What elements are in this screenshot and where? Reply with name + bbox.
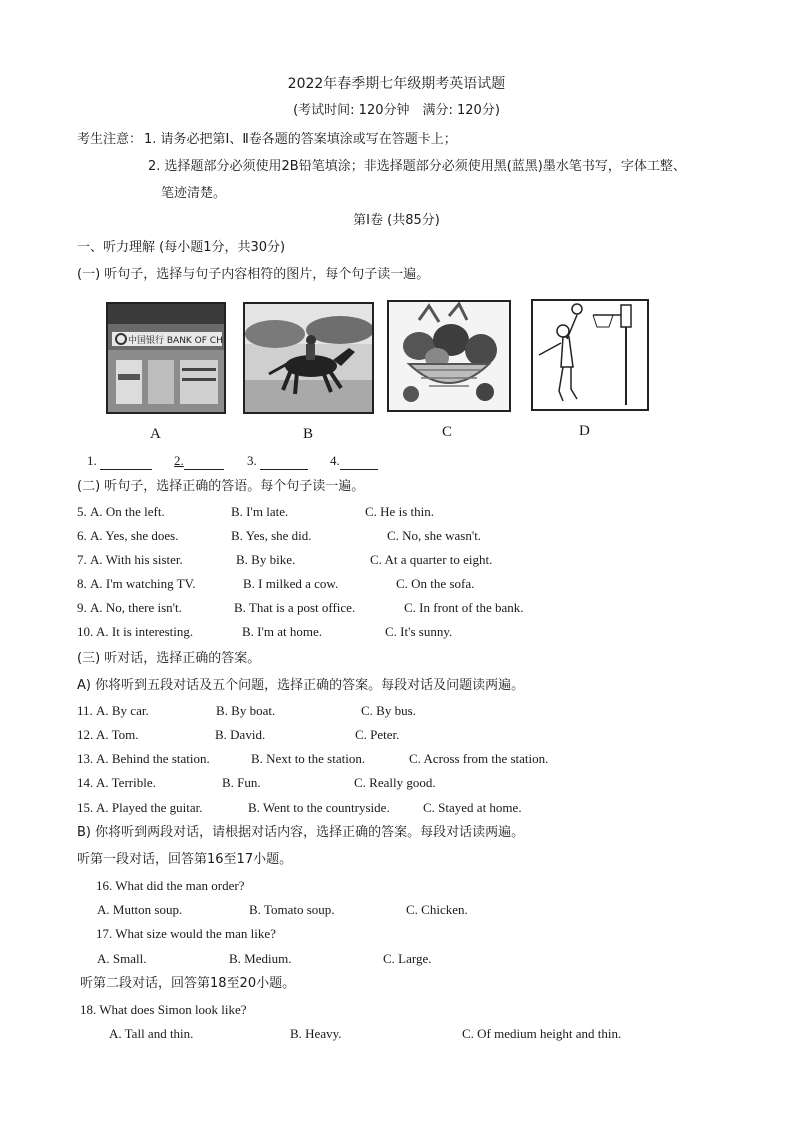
question-number: 14. <box>77 775 94 790</box>
picture-b-horse <box>243 302 374 414</box>
option-a[interactable]: A. It is interesting. <box>96 624 194 639</box>
picture-d-basketball <box>531 299 649 411</box>
option-b[interactable]: B. Heavy. <box>290 1026 342 1041</box>
option-b[interactable]: B. Went to the countryside. <box>248 800 390 815</box>
option-b[interactable]: B. That is a post office. <box>234 600 356 615</box>
option-a[interactable]: A. Mutton soup. <box>97 902 183 917</box>
question-number: 11. <box>77 703 93 718</box>
option-a[interactable]: A. With his sister. <box>90 552 183 567</box>
part2-title: (二) 听句子，选择正确的答语。每个句子读一遍。 <box>77 479 365 494</box>
option-b[interactable]: B. Next to the station. <box>251 751 366 766</box>
answer-blank-1[interactable] <box>87 452 152 470</box>
question-number: 6. <box>77 528 87 543</box>
option-b[interactable]: B. I'm at home. <box>242 624 322 639</box>
question-number: 8. <box>77 576 87 591</box>
picture-b-label: B <box>303 426 314 442</box>
question-stem: 17. What size would the man like? <box>96 926 276 941</box>
option-c[interactable]: C. Large. <box>383 951 432 966</box>
option-c[interactable]: C. Across from the station. <box>409 751 549 766</box>
picture-a-label: A <box>150 426 161 442</box>
blank-number: 2. <box>174 453 184 468</box>
question-number: 12. <box>77 727 94 742</box>
option-c[interactable]: C. Of medium height and thin. <box>462 1026 622 1041</box>
option-b[interactable]: B. Fun. <box>222 775 261 790</box>
option-b[interactable]: B. By bike. <box>236 552 296 567</box>
volume-title: 第Ⅰ卷 (共85分) <box>353 213 440 228</box>
option-c[interactable]: C. It's sunny. <box>385 624 453 639</box>
option-a[interactable]: A. Played the guitar. <box>96 800 203 815</box>
option-b[interactable]: B. Medium. <box>229 951 292 966</box>
question-stem: 18. What does Simon look like? <box>80 1002 247 1017</box>
option-c[interactable]: C. On the sofa. <box>396 576 475 591</box>
option-c[interactable]: C. Chicken. <box>406 902 468 917</box>
option-a[interactable]: A. Behind the station. <box>96 751 210 766</box>
horse-rider-icon <box>245 304 372 412</box>
option-b[interactable]: B. Yes, she did. <box>231 528 312 543</box>
option-a[interactable]: A. By car. <box>96 703 149 718</box>
answer-blank-4[interactable] <box>330 452 378 470</box>
part3-sub-b: B) 你将听到两段对话，请根据对话内容，选择正确的答案。每段对话读两遍。 <box>77 825 525 840</box>
option-a[interactable]: A. Terrible. <box>96 775 156 790</box>
picture-c-label: C <box>442 424 453 440</box>
fruit-basket-icon <box>389 302 509 410</box>
option-c[interactable]: C. He is thin. <box>365 504 434 519</box>
option-c[interactable]: C. By bus. <box>361 703 416 718</box>
answer-blank-3[interactable] <box>247 452 308 470</box>
question-number: 13. <box>77 751 94 766</box>
option-c[interactable]: C. Really good. <box>354 775 436 790</box>
option-a[interactable]: A. I'm watching TV. <box>90 576 196 591</box>
option-c[interactable]: C. In front of the bank. <box>404 600 524 615</box>
question-number: 5. <box>77 504 87 519</box>
option-a[interactable]: A. Tom. <box>96 727 139 742</box>
question-number: 10. <box>77 624 94 639</box>
question-number: 15. <box>77 800 94 815</box>
option-c[interactable]: C. Peter. <box>355 727 400 742</box>
option-a[interactable]: A. Small. <box>97 951 147 966</box>
blank-number: 3. <box>247 453 257 468</box>
page-title: 2022年春季期七年级期考英语试题 <box>287 76 506 92</box>
option-c[interactable]: C. No, she wasn't. <box>387 528 482 543</box>
part1-title: (一) 听句子，选择与句子内容相符的图片，每个句子读一遍。 <box>77 267 430 282</box>
notice-item-2-cont: 笔迹清楚。 <box>161 186 227 201</box>
section-title: 一、听力理解 (每小题1分，共30分) <box>77 240 286 255</box>
picture-a-bank <box>106 302 226 414</box>
exam-time-info: (考试时间: 120分钟 满分: 120分) <box>293 103 500 118</box>
part3-sub-a: A) 你将听到五段对话及五个问题，选择正确的答案。每段对话及问题读两遍。 <box>77 678 525 693</box>
bank-sign-text: 中国银行 BANK OF CH <box>128 336 223 346</box>
dialog-2-intro: 听第二段对话，回答第18至20小题。 <box>80 976 296 991</box>
dialog-1-intro: 听第一段对话，回答第16至17小题。 <box>77 852 293 867</box>
picture-d-label: D <box>579 423 590 439</box>
notice-item-1: 1. 请务必把第Ⅰ、Ⅱ卷各题的答案填涂或写在答题卡上； <box>144 132 457 147</box>
option-c[interactable]: C. Stayed at home. <box>423 800 522 815</box>
option-a[interactable]: A. No, there isn't. <box>90 600 182 615</box>
answer-blank-2[interactable] <box>174 452 224 470</box>
bank-building-icon <box>108 304 224 412</box>
option-b[interactable]: B. Tomato soup. <box>249 902 335 917</box>
notice-item-2: 2. 选择题部分必须使用2B铅笔填涂；非选择题部分必须使用黑(蓝黑)墨水笔书写，字体工整、 <box>148 159 686 174</box>
option-b[interactable]: B. I milked a cow. <box>243 576 339 591</box>
blank-number: 4. <box>330 453 340 468</box>
option-b[interactable]: B. By boat. <box>216 703 276 718</box>
option-c[interactable]: C. At a quarter to eight. <box>370 552 493 567</box>
question-number: 9. <box>77 600 87 615</box>
option-b[interactable]: B. David. <box>215 727 266 742</box>
question-stem: 16. What did the man order? <box>96 878 245 893</box>
blank-number: 1. <box>87 453 97 468</box>
option-b[interactable]: B. I'm late. <box>231 504 289 519</box>
notice-label: 考生注意： <box>77 132 143 147</box>
basketball-player-icon <box>533 301 647 409</box>
option-a[interactable]: A. Tall and thin. <box>109 1026 194 1041</box>
picture-c-fruit <box>387 300 511 412</box>
question-number: 7. <box>77 552 87 567</box>
option-a[interactable]: A. On the left. <box>90 504 165 519</box>
option-a[interactable]: A. Yes, she does. <box>90 528 179 543</box>
part3-title: (三) 听对话，选择正确的答案。 <box>77 651 261 666</box>
